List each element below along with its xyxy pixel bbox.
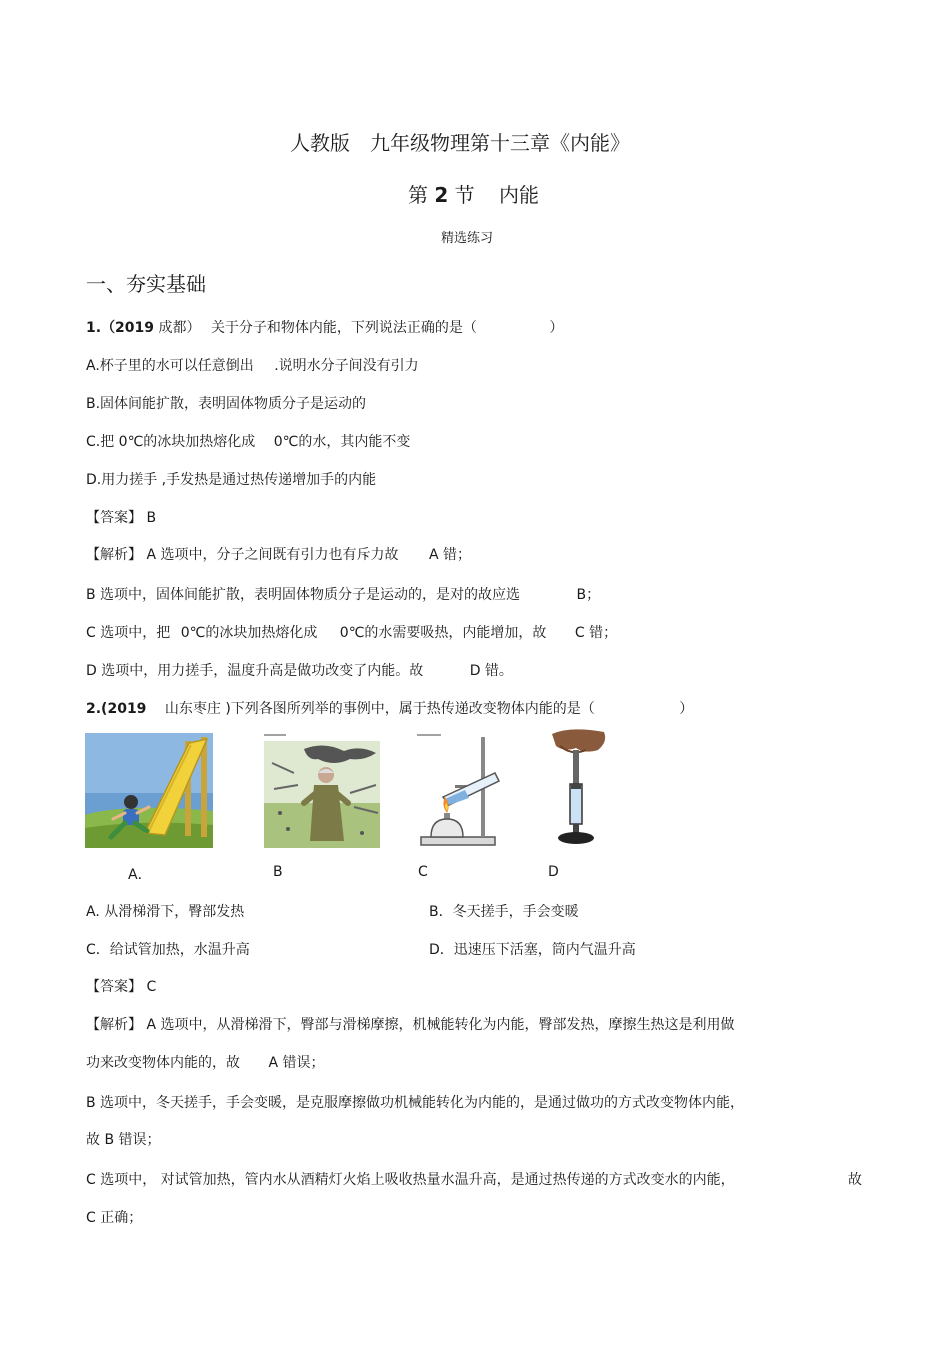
q2-option-a: A. 从滑梯滑下，臀部发热 [86, 904, 245, 920]
figure-label-b: B [273, 864, 283, 880]
q2-explanation-2: B 选项中，冬天搓手，手会变暖，是克服摩擦做功机械能转化为内能的，是通过做功的方式改变物体内能， [86, 1095, 745, 1111]
q1-answer: 【答案】 B [86, 510, 157, 526]
q2-close-paren: ） [679, 701, 694, 717]
q1-option-a [86, 355, 419, 375]
q1-exp1-part2: A 错； [428, 547, 471, 563]
q1-number: 1. [86, 320, 102, 336]
q2-explanation-3-end: 故 [848, 1172, 862, 1188]
q2-option-d: D．迅速压下活塞，筒内气温升高 [429, 942, 636, 958]
q1-option-a-part1: A.杯子里的水可以任意倒出 [86, 358, 254, 374]
piston-figure [546, 728, 608, 848]
q2-answer: 【答案】 C [86, 979, 157, 995]
q2-option-c: C．给试管加热，水温升高 [86, 942, 250, 958]
q1-explanation-1 [86, 544, 471, 564]
q1-option-c-part2: 0℃的水，其内能不变 [273, 434, 411, 450]
figure-label-d: D [548, 864, 559, 880]
q2-number: 2.(2019 [86, 701, 147, 717]
q2-exp1b-part1: 功来改变物体内能的，故 [86, 1055, 240, 1071]
q2-explanation-3: C 选项中， 对试管加热，管内水从酒精灯火焰上吸收热量水温升高，是通过热传递的方式改变水的内能， [86, 1172, 735, 1188]
q1-stem [86, 317, 563, 337]
section-prefix: 第 [408, 183, 428, 207]
q1-exp4-part1: D 选项中，用力搓手，温度升高是做功改变了内能。故 [86, 663, 424, 679]
q1-explanation-3 [86, 622, 617, 642]
slide-figure [85, 733, 213, 848]
q2-question: 山东枣庄 )下列各图所列举的事例中，属于热传递改变物体内能的是（ [164, 701, 595, 717]
q1-exp2-part1: B 选项中，固体间能扩散，表明固体物质分子是运动的，是对的故应选 [86, 587, 521, 603]
q1-question: 关于分子和物体内能，下列说法正确的是（ [210, 320, 477, 336]
doc-title: 人教版 九年级物理第十三章《内能》 [290, 131, 630, 155]
q1-option-b: B.固体间能扩散，表明固体物质分子是运动的 [86, 396, 367, 412]
q1-source-city: 成都） [158, 320, 201, 336]
q1-exp2-part2: B； [576, 587, 601, 603]
section-number: 2 [434, 183, 449, 207]
q2-explanation-3b: C 正确； [86, 1210, 143, 1226]
q1-exp3-part4: C 错； [574, 625, 618, 641]
q1-explanation-4 [86, 660, 513, 680]
section-title [408, 179, 539, 208]
q1-exp1-part1: 【解析】 A 选项中，分子之间既有引力也有斥力故 [86, 547, 399, 563]
figure-label-c: C [418, 864, 428, 880]
q1-option-c [86, 431, 410, 451]
q2-exp1b-part2: A 错误； [268, 1055, 325, 1071]
q1-exp3-part3: 0℃的水需要吸热，内能增加，故 [339, 625, 547, 641]
q2-explanation-1: 【解析】 A 选项中，从滑梯滑下，臀部与滑梯摩擦，机械能转化为内能，臀部发热，摩擦生热这是利用做 [86, 1017, 735, 1033]
q1-exp4-part2: D 错。 [469, 663, 513, 679]
part-heading: 一、夯实基础 [86, 272, 206, 296]
q1-option-a-part2: .说明水分子间没有引力 [274, 358, 419, 374]
section-suffix: 节 [454, 183, 475, 207]
figure-label-a: A． [128, 867, 152, 883]
section-name: 内能 [499, 183, 539, 207]
wind-figure [264, 733, 380, 848]
q1-source: （2019 [101, 320, 155, 336]
q2-stem [86, 698, 693, 718]
q2-explanation-2b: 故 B 错误； [86, 1132, 161, 1148]
q1-exp3-part1: C 选项中，把 [86, 625, 171, 641]
q1-explanation-2 [86, 584, 600, 604]
q2-option-b: B．冬天搓手，手会变暖 [429, 904, 579, 920]
q1-option-d: D.用力搓手 ,手发热是通过热传递增加手的内能 [86, 472, 377, 488]
q1-option-c-part1: C.把 0℃的冰块加热熔化成 [86, 434, 256, 450]
q2-explanation-1b [86, 1052, 324, 1072]
subtitle: 精选练习 [441, 231, 494, 246]
test-tube-heating-figure [415, 733, 505, 848]
q1-exp3-part2: 0℃的冰块加热熔化成 [180, 625, 318, 641]
q1-close-paren: ） [549, 320, 564, 336]
